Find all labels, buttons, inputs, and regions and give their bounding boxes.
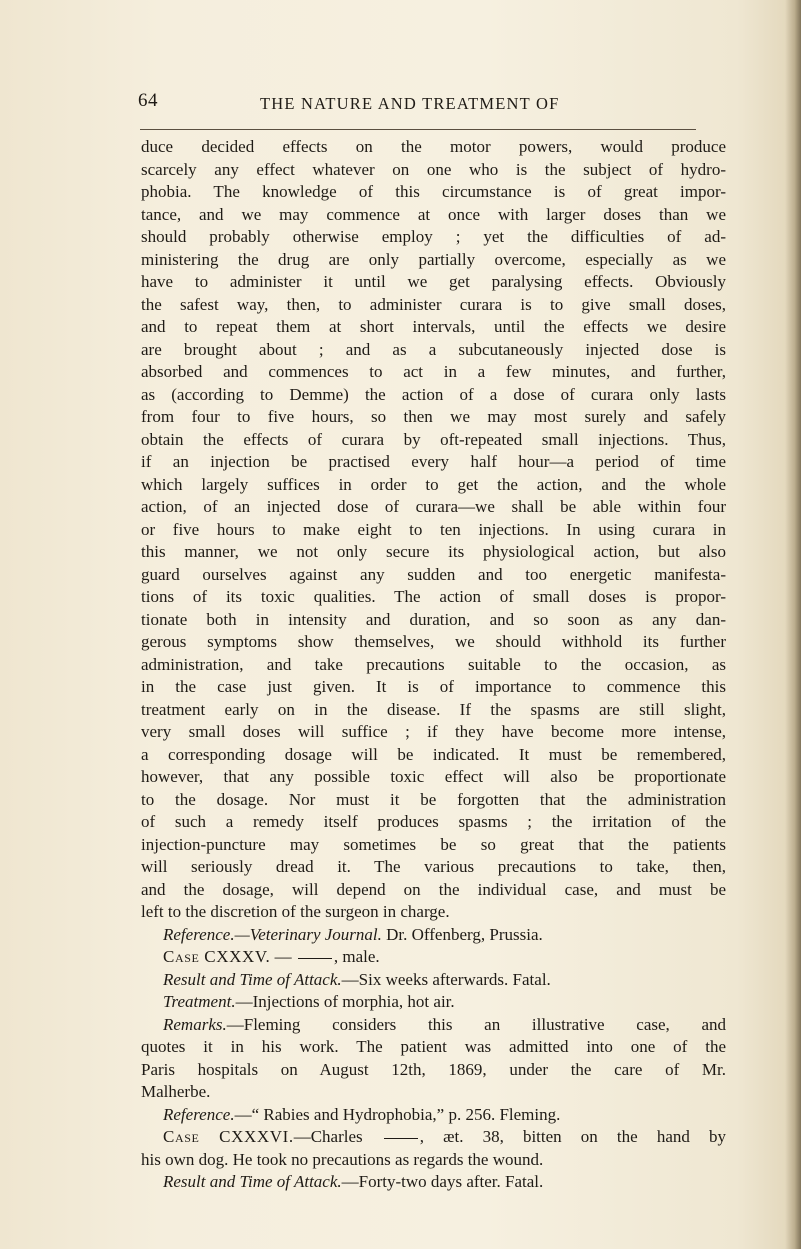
case-remarks-line bbox=[141, 1014, 726, 1037]
text-line: a corresponding dosage will be indicated. It must be remembered, bbox=[141, 744, 726, 764]
running-head: THE NATURE AND TREATMENT OF bbox=[260, 94, 560, 113]
text-line: treatment early on in the disease. If the spasms are still slight, bbox=[141, 699, 726, 719]
text-line: as (according to Demme) the action of a dose of curara only lasts bbox=[141, 384, 726, 404]
text-line: gerous symptoms show themselves, we should withhold its further bbox=[141, 632, 726, 651]
text-line: Paris hospitals on August 12th, 1869, under the care of Mr. bbox=[141, 1059, 726, 1079]
reference-detail: Dr. Offenberg, Prussia. bbox=[381, 924, 543, 944]
case-detail: , æt. 38, bitten on the hand by bbox=[419, 1127, 726, 1146]
text-line: or five hours to make eight to ten injections. In using curara in bbox=[141, 519, 726, 539]
reference-label: Reference.— bbox=[163, 924, 250, 944]
body-text bbox=[141, 136, 726, 1194]
case-reference-line bbox=[141, 924, 726, 947]
case-separator: — bbox=[270, 947, 296, 966]
result-detail: —Forty-two days after. Fatal. bbox=[341, 1172, 544, 1191]
text-line: absorbed and commences to act in a few minutes, and further, bbox=[141, 362, 726, 381]
name-blank bbox=[384, 1138, 418, 1139]
text-line: tions of its toxic qualities. The action of small doses is propor- bbox=[141, 587, 726, 606]
case-result-line bbox=[141, 1171, 726, 1194]
case-heading-line bbox=[141, 946, 726, 969]
text-line: very small doses will suffice ; if they have become more intense, bbox=[141, 722, 726, 741]
text-line: if an injection be practised every half hour—a period of time bbox=[141, 452, 726, 471]
treatment-label: Treatment. bbox=[163, 992, 236, 1011]
case-name: —Charles bbox=[293, 1127, 382, 1146]
case-heading-line bbox=[141, 1126, 726, 1149]
case-number: Case CXXXVI. bbox=[163, 1127, 294, 1146]
text-line: however, that any possible toxic effect will also be proportionate bbox=[141, 767, 726, 786]
case-treatment-line bbox=[141, 991, 726, 1014]
text-line: phobia. The knowledge of this circumstance is of great impor- bbox=[141, 182, 726, 201]
text-line: quotes it in his work. The patient was admitted into one of the bbox=[141, 1037, 726, 1056]
case-result-line bbox=[141, 969, 726, 992]
text-line: duce decided effects on the motor powers, would produce bbox=[141, 137, 726, 156]
text-line: his own dog. He took no precautions as regards the wound. bbox=[141, 1149, 544, 1169]
page-header bbox=[138, 90, 698, 116]
reference-detail: —“ Rabies and Hydrophobia,” p. 256. Fleming. bbox=[234, 1104, 561, 1124]
text-line: tance, and we may commence at once with larger doses than we bbox=[141, 204, 726, 224]
text-line: obtain the effects of curara by oft-repeated small injections. Thus, bbox=[141, 429, 726, 449]
text-line: ministering the drug are only partially overcome, especially as we bbox=[141, 249, 726, 269]
text-line: from four to five hours, so then we may most surely and safely bbox=[141, 407, 726, 426]
header-rule bbox=[140, 129, 696, 130]
reference-label: Reference. bbox=[163, 1104, 235, 1124]
text-line: Malherbe. bbox=[141, 1082, 211, 1101]
text-line: the safest way, then, to administer curara is to give small doses, bbox=[141, 294, 726, 314]
text-line: action, of an injected dose of curara—we shall be able within four bbox=[141, 497, 726, 516]
text-line: and the dosage, will depend on the individual case, and must be bbox=[141, 879, 726, 899]
page-number: 64 bbox=[138, 90, 158, 111]
text-line: should probably otherwise employ ; yet the difficulties of ad- bbox=[141, 227, 726, 246]
text-line: in the case just given. It is of importance to commence this bbox=[141, 677, 726, 696]
text-line: tionate both in intensity and duration, and so soon as any dan- bbox=[141, 609, 726, 629]
treatment-detail: —Injections of morphia, hot air. bbox=[235, 992, 455, 1011]
remarks-label: Remarks. bbox=[163, 1014, 227, 1034]
result-label: Result and Time of Attack. bbox=[163, 1172, 342, 1191]
text-line: to the dosage. Nor must it be forgotten that the administration bbox=[141, 789, 726, 809]
page-edge-shadow bbox=[785, 0, 801, 1249]
case-sex: , male. bbox=[333, 947, 380, 966]
name-blank bbox=[298, 958, 332, 959]
text-line: scarcely any effect whatever on one who is the subject of hydro- bbox=[141, 159, 726, 179]
reference-journal: Veterinary Journal. bbox=[249, 924, 382, 944]
text-line: left to the discretion of the surgeon in charge. bbox=[141, 902, 450, 921]
text-line: administration, and take precautions suitable to the occasion, as bbox=[141, 654, 726, 674]
text-line: will seriously dread it. The various precautions to take, then, bbox=[141, 857, 726, 876]
text-line: this manner, we not only secure its physiological action, but also bbox=[141, 542, 726, 561]
result-detail: —Six weeks afterwards. Fatal. bbox=[341, 969, 551, 989]
case-reference-line bbox=[141, 1104, 726, 1127]
text-line: guard ourselves against any sudden and too energetic manifesta- bbox=[141, 564, 726, 584]
case-number: Case CXXXV. bbox=[163, 947, 271, 966]
result-label: Result and Time of Attack. bbox=[163, 969, 342, 989]
text-line: have to administer it until we get paralysing effects. Obviously bbox=[141, 272, 726, 291]
text-line: which largely suffices in order to get the action, and the whole bbox=[141, 474, 726, 494]
text-line: of such a remedy itself produces spasms ; the irritation of the bbox=[141, 812, 726, 831]
text-line: and to repeat them at short intervals, until the effects we desire bbox=[141, 317, 726, 336]
text-line: injection-puncture may sometimes be so great that the patients bbox=[141, 834, 726, 854]
text-line: are brought about ; and as a subcutaneously injected dose is bbox=[141, 339, 726, 359]
remarks-detail: —Fleming considers this an illustrative case, and bbox=[226, 1014, 726, 1034]
